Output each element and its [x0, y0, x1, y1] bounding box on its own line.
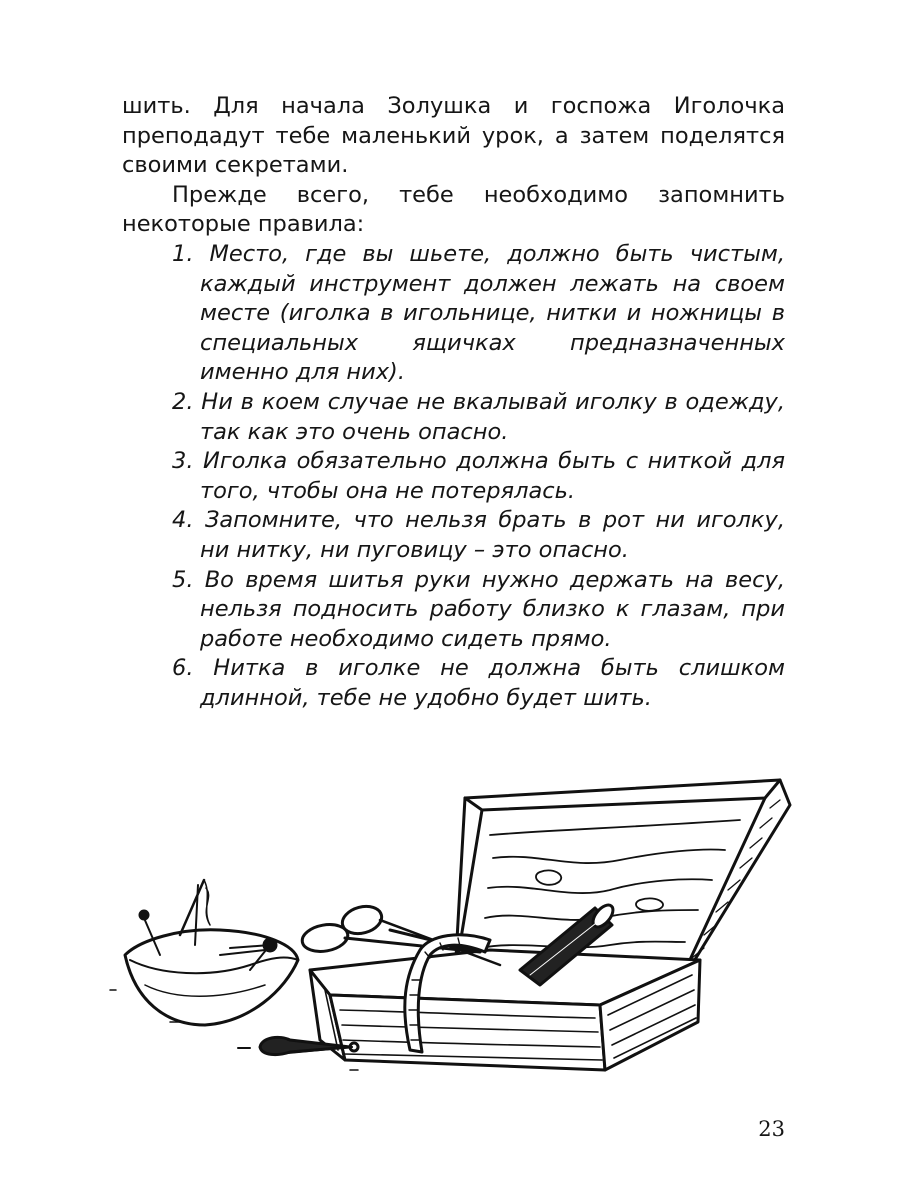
body-text	[122, 92, 785, 713]
rule-item: 3. Иголка обязательно должна быть с ниткой для того, чтобы она не потерялась.	[172, 448, 785, 504]
sewing-box-icon	[300, 780, 790, 1070]
page-number: 23	[758, 1117, 785, 1141]
rule-item: 4. Запомните, что нельзя брать в рот ни иголку, ни нитку, ни пуговицу – это опасно.	[172, 507, 785, 563]
rule-item: 6. Нитка в иголке не должна быть слишком длинной, тебе не удобно будет шить.	[172, 655, 785, 711]
paragraph: шить. Для начала Золушка и госпожа Иголочка преподадут тебе маленький урок, а затем поделятся своими секретами.	[122, 93, 785, 179]
pincushion-icon	[125, 880, 298, 1025]
rules-list	[122, 240, 785, 714]
sewing-illustration	[100, 760, 800, 1094]
rule-item: 5. Во время шитья руки нужно держать на весу, нельзя подносить работу близко к глазам, при работе необходимо сидеть прямо.	[172, 566, 785, 652]
paragraph: Прежде всего, тебе необходимо запомнить некоторые правила:	[122, 181, 785, 238]
rule-item: 2. Ни в коем случае не вкалывай иголку в одежду, так как это очень опасно.	[172, 388, 785, 445]
rule-item: 1. Место, где вы шьете, должно быть чистым, каждый инструмент должен лежать на своем месте (иголка в игольнице, нитки и ножницы в специальных ящичках предназначенных именно для них).	[172, 240, 785, 386]
